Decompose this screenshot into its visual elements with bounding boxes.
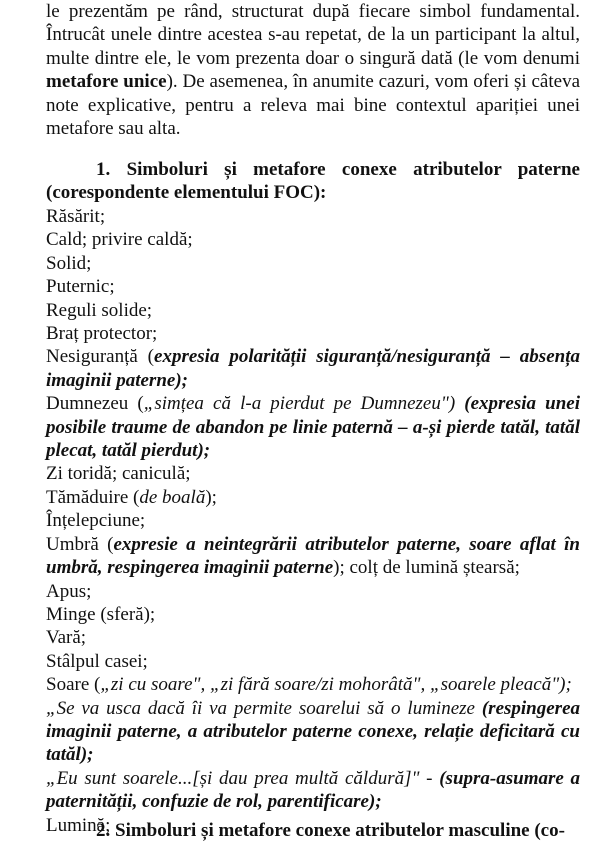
list-item: Reguli solide; (46, 299, 153, 321)
section-heading-2 (46, 819, 600, 842)
list-item: Înțelepciune; (46, 510, 146, 532)
section-heading-1-text: 1. Simboluri și metafore conexe atributelor paterne (corespondente elementului FOC): (46, 159, 580, 204)
list-item: Minge (sferă); (46, 603, 156, 625)
list-item: Puternic; (46, 276, 115, 298)
metaphor-list (46, 205, 580, 837)
list-item: Tămăduire (de boală); (46, 486, 217, 508)
section-heading-2-text: 2. Simboluri și metafore conexe atributelor masculine (co- (96, 820, 565, 841)
list-item: Lumină; (46, 814, 111, 836)
list-item: Vară; (46, 627, 87, 649)
section-heading-1 (46, 158, 580, 205)
list-item: Zi toridă; caniculă; (46, 463, 191, 485)
list-item: „Eu sunt soarele...[și dau prea multă căldură]" - (supra-asumare a paternității, confuzie de rol, parentificare); (46, 767, 580, 813)
intro-bold-term: metafore unice (46, 71, 167, 93)
list-item: Răsărit; (46, 206, 106, 227)
list-item: Soare („zi cu soare", „zi fără soare/zi mohorâtă", „soarele pleacă"); (46, 674, 572, 696)
list-item: Dumnezeu („simțea că l-a pierdut pe Dumnezeu") (expresia unei posibile traume de abandon pe linie paternă – a-și pierde tatăl, tatăl plecat, tatăl pierdut); (46, 393, 580, 462)
list-item: Apus; (46, 580, 92, 602)
list-item: Stâlpul casei; (46, 650, 148, 672)
intro-text: le prezentăm pe rând, structurat după fiecare simbol fundamental. Întrucât unele dintre acestea s-au repetat, de la un participant la altul, multe dintre ele, le vom prezenta doar o singură dată (le vom denumi (46, 1, 580, 69)
list-item: Solid; (46, 252, 92, 274)
list-item: Braț protector; (46, 323, 158, 345)
list-item: Nesiguranță (expresia polarității siguranță/nesiguranță – absența imaginii paterne); (46, 346, 580, 391)
intro-paragraph (46, 0, 580, 140)
intro-text-end: ). De asemenea, în anumite cazuri, vom oferi și câteva note explicative, pentru a releva mai bine contextul apariției unei metafore sau alta. (46, 71, 580, 140)
list-item: „Se va usca dacă îi va permite soarelui să o lumineze (respingerea imaginii paterne, a atributelor paterne conexe, relație deficitară cu tatăl); (46, 697, 580, 766)
list-item: Cald; privire caldă; (46, 229, 193, 251)
list-item: Umbră (expresie a neintegrării atributelor paterne, soare aflat în umbră, respingerea imaginii paterne); colț de lumină ștearsă; (46, 533, 580, 579)
